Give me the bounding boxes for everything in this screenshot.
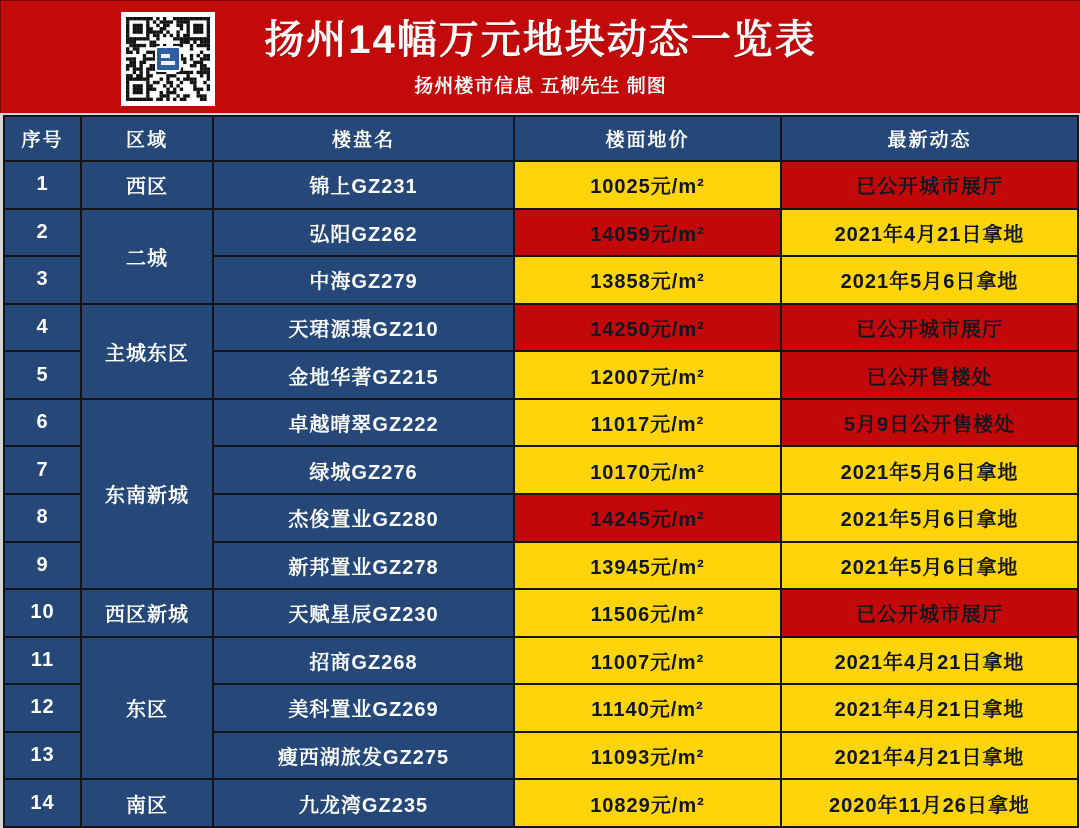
floor-price-cell: 14245元/m² <box>514 494 781 542</box>
floor-price-cell: 11506元/m² <box>514 589 781 637</box>
project-name-cell: 招商GZ268 <box>213 637 514 685</box>
column-header-2: 区域 <box>81 116 213 161</box>
row-number: 5 <box>4 351 81 399</box>
column-header-3: 楼盘名 <box>213 116 514 161</box>
floor-price-cell: 10170元/m² <box>514 446 781 494</box>
row-number: 7 <box>4 446 81 494</box>
latest-status-cell: 已公开城市展厅 <box>781 304 1078 352</box>
project-name-cell: 九龙湾GZ235 <box>213 779 514 827</box>
table-row <box>4 209 1078 257</box>
region-cell: 东南新城 <box>81 399 213 589</box>
floor-price-cell: 11093元/m² <box>514 732 781 780</box>
table-row <box>4 304 1078 352</box>
page-title: 扬州14幅万元地块动态一览表 <box>264 18 817 62</box>
row-number: 10 <box>4 589 81 637</box>
floor-price-cell: 11140元/m² <box>514 684 781 732</box>
floor-price-cell: 10025元/m² <box>514 161 781 209</box>
header-banner <box>0 0 1080 113</box>
row-number: 11 <box>4 637 81 685</box>
project-name-cell: 新邦置业GZ278 <box>213 542 514 590</box>
latest-status-cell: 2021年4月21日拿地 <box>781 732 1078 780</box>
latest-status-cell: 2021年4月21日拿地 <box>781 209 1078 257</box>
row-number: 3 <box>4 256 81 304</box>
region-cell: 二城 <box>81 209 213 304</box>
latest-status-cell: 2021年5月6日拿地 <box>781 256 1078 304</box>
project-name-cell: 中海GZ279 <box>213 256 514 304</box>
row-number: 8 <box>4 494 81 542</box>
row-number: 14 <box>4 779 81 827</box>
row-number: 9 <box>4 542 81 590</box>
region-cell: 南区 <box>81 779 213 827</box>
region-cell: 西区新城 <box>81 589 213 637</box>
row-number: 13 <box>4 732 81 780</box>
latest-status-cell: 2021年5月6日拿地 <box>781 446 1078 494</box>
page-subtitle: 扬州楼市信息 五柳先生 制图 <box>414 76 667 97</box>
latest-status-cell: 已公开城市展厅 <box>781 161 1078 209</box>
floor-price-cell: 10829元/m² <box>514 779 781 827</box>
region-cell: 西区 <box>81 161 213 209</box>
floor-price-cell: 11007元/m² <box>514 637 781 685</box>
project-name-cell: 卓越晴翠GZ222 <box>213 399 514 447</box>
project-name-cell: 天珺源璟GZ210 <box>213 304 514 352</box>
region-cell: 东区 <box>81 637 213 780</box>
floor-price-cell: 12007元/m² <box>514 351 781 399</box>
project-name-cell: 弘阳GZ262 <box>213 209 514 257</box>
region-cell: 主城东区 <box>81 304 213 399</box>
floor-price-cell: 11017元/m² <box>514 399 781 447</box>
latest-status-cell: 2021年5月6日拿地 <box>781 542 1078 590</box>
project-name-cell: 天赋星辰GZ230 <box>213 589 514 637</box>
column-header-1: 序号 <box>4 116 81 161</box>
table-row <box>4 779 1078 827</box>
latest-status-cell: 2021年4月21日拿地 <box>781 684 1078 732</box>
latest-status-cell: 2021年5月6日拿地 <box>781 494 1078 542</box>
qr-center-logo-icon <box>155 46 181 72</box>
latest-status-cell: 2020年11月26日拿地 <box>781 779 1078 827</box>
latest-status-cell: 已公开城市展厅 <box>781 589 1078 637</box>
row-number: 4 <box>4 304 81 352</box>
floor-price-cell: 13858元/m² <box>514 256 781 304</box>
column-header-4: 楼面地价 <box>514 116 781 161</box>
table-row <box>4 637 1078 685</box>
table-row <box>4 399 1078 447</box>
column-header-5: 最新动态 <box>781 116 1078 161</box>
project-name-cell: 锦上GZ231 <box>213 161 514 209</box>
project-name-cell: 绿城GZ276 <box>213 446 514 494</box>
row-number: 1 <box>4 161 81 209</box>
floor-price-cell: 13945元/m² <box>514 542 781 590</box>
qr-code <box>121 12 215 106</box>
table-header-row <box>4 116 1078 161</box>
floor-price-cell: 14059元/m² <box>514 209 781 257</box>
project-name-cell: 杰俊置业GZ280 <box>213 494 514 542</box>
project-name-cell: 金地华著GZ215 <box>213 351 514 399</box>
row-number: 12 <box>4 684 81 732</box>
project-name-cell: 瘦西湖旅发GZ275 <box>213 732 514 780</box>
table-row <box>4 589 1078 637</box>
floor-price-cell: 14250元/m² <box>514 304 781 352</box>
project-name-cell: 美科置业GZ269 <box>213 684 514 732</box>
land-plots-table <box>3 115 1079 828</box>
table-row <box>4 161 1078 209</box>
latest-status-cell: 5月9日公开售楼处 <box>781 399 1078 447</box>
row-number: 6 <box>4 399 81 447</box>
row-number: 2 <box>4 209 81 257</box>
latest-status-cell: 2021年4月21日拿地 <box>781 637 1078 685</box>
latest-status-cell: 已公开售楼处 <box>781 351 1078 399</box>
